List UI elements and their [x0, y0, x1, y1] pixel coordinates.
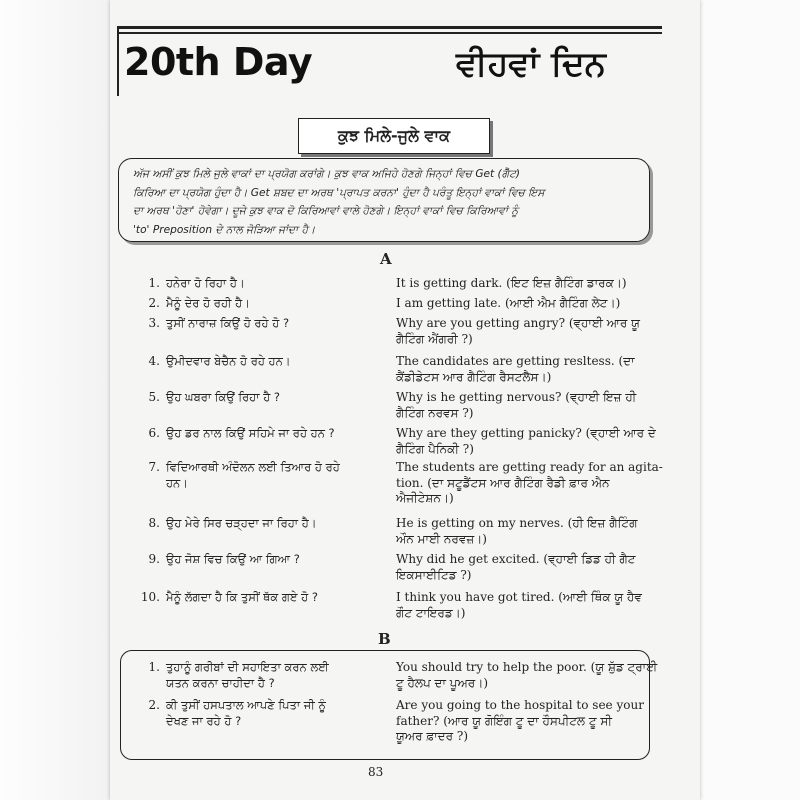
punjabi-sentence: ਉਹ ਮੇਰੇ ਸਿਰ ਚੜ੍ਹਦਾ ਜਾ ਰਿਹਾ ਹੈ। — [166, 516, 317, 530]
sentence-number: 1. — [148, 660, 160, 674]
intro-line: ਕਿਰਿਆ ਦਾ ਪ੍ਰਯੋਗ ਹੁੰਦਾ ਹੈ। Get ਸ਼ਬਦ ਦਾ ਅਰਥ 'ਪ੍ਰਾਪਤ ਕਰਨਾ' ਹੁੰਦਾ ਹੈ ਪਰੰਤੂ ਇਨ੍ਹਾਂ ਵਾਕਾਂ ਵਿਚ ਇਸ — [133, 186, 545, 199]
punjabi-sentence: ਉਮੀਦਵਾਰ ਬੇਚੈਨ ਹੋ ਰਹੇ ਹਨ। — [166, 354, 291, 368]
english-translation: You should try to help the poor. (ਯੂ ਸ਼ੁੱਡ ਟ੍ਰਾਈ ਟੂ ਹੈਲਪ ਦਾ ਪੂਅਰ।) — [396, 660, 658, 690]
header-rule-thin — [117, 32, 662, 34]
english-translation: Are you going to the hospital to see your father? (ਆਰ ਯੂ ਗੋਇੰਗ ਟੂ ਦਾ ਹੌਸਪੀਟਲ ਟੂ ਸੀ ਯੂਅਰ ਫ਼ਾਦਰ ?) — [396, 698, 644, 743]
lesson-subtitle: ਕੁਝ ਮਿਲੇ-ਜੁਲੇ ਵਾਕ — [337, 126, 451, 145]
intro-box — [118, 158, 650, 242]
english-translation: I think you have got tired. (ਆਈ ਥਿੰਕ ਯੂ ਹੈਵ ਗੌਟ ਟਾਇਰਡ।) — [396, 590, 642, 620]
header-rule — [117, 26, 662, 29]
sentence-number: 9. — [148, 552, 160, 566]
sentence-number: 8. — [148, 516, 160, 530]
intro-line: ਅੱਜ ਅਸੀਂ ਕੁਝ ਮਿਲੇ ਜੁਲੇ ਵਾਕਾਂ ਦਾ ਪ੍ਰਯੋਗ ਕਰਾਂਗੇ। ਕੁਝ ਵਾਕ ਅਜਿਹੇ ਹੋਣਗੇ ਜਿਨ੍ਹਾਂ ਵਿਚ Get (ਗੈੱਟ) — [133, 168, 520, 180]
sentence-number: 5. — [148, 390, 160, 404]
sentence-number: 1. — [148, 276, 160, 290]
english-translation: I am getting late. (ਆਈ ਐਮ ਗੈਟਿੰਗ ਲੇਟ।) — [396, 296, 621, 310]
english-translation: The candidates are getting resltess. (ਦਾ ਕੈਂਡੀਡੇਟਸ ਆਰ ਗੈਟਿੰਗ ਰੈਸਟਲੈਸ।) — [396, 354, 635, 384]
intro-line: 'to' Preposition ਦੇ ਨਾਲ ਜੋੜਿਆ ਜਾਂਦਾ ਹੈ। — [133, 223, 316, 236]
punjabi-sentence: ਕੀ ਤੁਸੀਂ ਹਸਪਤਾਲ ਆਪਣੇ ਪਿਤਾ ਜੀ ਨੂੰ ਦੇਖਣ ਜਾ ਰਹੇ ਹੋ ? — [166, 698, 326, 728]
sentence-number: 2. — [148, 698, 160, 712]
english-translation: Why are they getting panicky? (ਵ੍ਹਾਈ ਆਰ ਦੇ ਗੈਟਿੰਗ ਪੈਨਿਕੀ ?) — [396, 426, 656, 456]
english-translation: Why are you getting angry? (ਵ੍ਹਾਈ ਆਰ ਯੂ ਗੈਟਿੰਗ ਐਂਗਰੀ ?) — [396, 316, 640, 346]
punjabi-sentence: ਉਹ ਘਬਰਾ ਕਿਉਂ ਰਿਹਾ ਹੈ ? — [166, 390, 281, 404]
section-a-label: A — [380, 250, 392, 268]
punjabi-sentence: ਉਹ ਡਰ ਨਾਲ ਕਿਉਂ ਸਹਿਮੇ ਜਾ ਰਹੇ ਹਨ ? — [166, 426, 335, 440]
section-b-label: B — [378, 630, 391, 648]
punjabi-sentence: ਹਨੇਰਾ ਹੋ ਰਿਹਾ ਹੈ। — [166, 276, 245, 290]
english-translation: Why is he getting nervous? (ਵ੍ਹਾਈ ਇਜ਼ ਹੀ ਗੈਟਿੰਗ ਨਰਵਸ ?) — [396, 390, 637, 420]
punjabi-sentence: ਮੈਨੂੰ ਲੱਗਦਾ ਹੈ ਕਿ ਤੁਸੀਂ ਥੱਕ ਗਏ ਹੋ ? — [166, 590, 319, 604]
english-translation: Why did he get excited. (ਵ੍ਹਾਈ ਡਿਡ ਹੀ ਗੈਟ ਇਕਸਾਈਟਿਡ ?) — [396, 552, 636, 582]
sentence-number: 2. — [148, 296, 160, 310]
english-translation: It is getting dark. (ਇਟ ਇਜ਼ ਗੈਟਿੰਗ ਡਾਰਕ।) — [396, 276, 627, 290]
english-translation: The students are getting ready for an agita- tion. (ਦਾ ਸਟੂਡੈਂਟਸ ਆਰ ਗੈਟਿੰਗ ਰੈਡੀ ਫ਼ਾਰ ਐਨ ਐਜੀਟੇਸ਼ਨ।) — [396, 460, 663, 505]
punjabi-sentence: ਮੈਨੂੰ ਦੇਰ ਹੋ ਰਹੀ ਹੈ। — [166, 296, 250, 310]
sentence-number: 6. — [148, 426, 160, 440]
sentence-number: 10. — [140, 590, 160, 604]
intro-line: ਦਾ ਅਰਥ 'ਹੋਣਾ' ਹੋਵੇਗਾ। ਦੂਜੇ ਕੁਝ ਵਾਕ ਦੋ ਕਿਰਿਆਵਾਂ ਵਾਲੇ ਹੋਣਗੇ। ਇਨ੍ਹਾਂ ਵਾਕਾਂ ਵਿਚ ਕਿਰਿਆਵਾਂ ਨੂੰ — [133, 205, 519, 217]
punjabi-sentence: ਵਿਦਿਆਰਥੀ ਅੰਦੋਲਨ ਲਈ ਤਿਆਰ ਹੋ ਰਹੇ ਹਨ। — [166, 460, 340, 490]
day-title-punjabi: ਵੀਹਵਾਂ ਦਿਨ — [456, 44, 606, 84]
sentence-number: 7. — [148, 460, 160, 474]
header-vertical-rule — [117, 26, 119, 96]
english-translation: He is getting on my nerves. (ਹੀ ਇਜ਼ ਗੈਟਿੰਗ ਔਨ ਮਾਈ ਨਰਵਜ਼।) — [396, 516, 638, 546]
day-title-english: 20th Day — [124, 40, 313, 84]
sentence-number: 4. — [148, 354, 160, 368]
punjabi-sentence: ਤੁਹਾਨੂੰ ਗਰੀਬਾਂ ਦੀ ਸਹਾਇਤਾ ਕਰਨ ਲਈ ਯਤਨ ਕਰਨਾ ਚਾਹੀਦਾ ਹੈ ? — [166, 660, 329, 690]
lesson-subtitle-box — [298, 118, 490, 154]
punjabi-sentence: ਤੁਸੀਂ ਨਾਰਾਜ਼ ਕਿਉਂ ਹੋ ਰਹੇ ਹੋ ? — [166, 316, 290, 330]
page-gutter — [0, 0, 110, 800]
punjabi-sentence: ਉਹ ਜੋਸ਼ ਵਿਚ ਕਿਉਂ ਆ ਗਿਆ ? — [166, 552, 300, 566]
page-number: 83 — [368, 765, 384, 779]
sentence-number: 3. — [148, 316, 160, 330]
